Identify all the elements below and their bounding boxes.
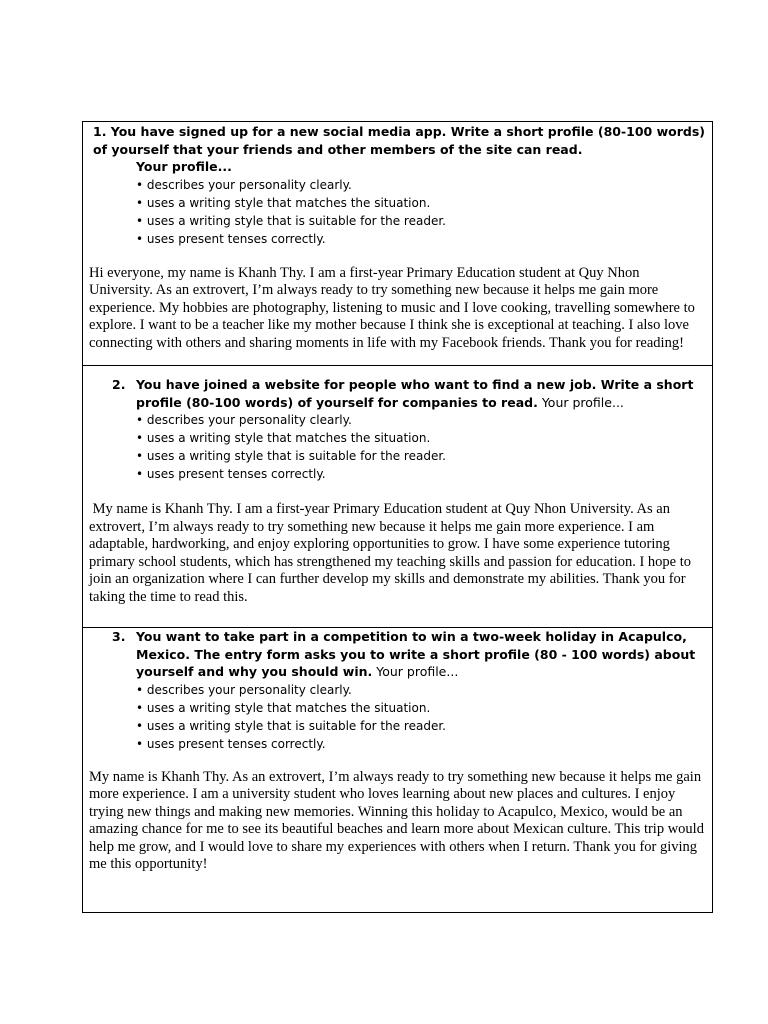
task-1-prompt-text: 1. You have signed up for a new social media app. Write a short profile (80-100 words) of yourself that your friends and other members of the site can read. xyxy=(93,124,705,157)
task-1-profile-label: Your profile... xyxy=(136,159,232,174)
task-cell-2 xyxy=(83,366,712,628)
task-1-prompt xyxy=(89,122,706,158)
criteria-item: • uses a writing style that is suitable for the reader. xyxy=(136,718,446,733)
criteria-item: • uses present tenses correctly. xyxy=(136,467,326,481)
task-2-prompt xyxy=(112,366,706,411)
criteria-item: • describes your personality clearly. xyxy=(136,413,352,427)
task-3-answer: My name is Khanh Thy. As an extrovert, I’m always ready to try something new because it helps me gain more experience. I am a university student who loves learning about new places and cultures. I enjoy trying new things and making new memories. Winning this holiday to Acapulco, Mexico, would be an amazing chance for me to see its beautiful beaches and learn more about Mexican culture. This trip would help me grow, and I would love to share my experiences with others when I return. Thank you for giving me this opportunity! xyxy=(89,768,704,872)
task-2-criteria-list xyxy=(89,411,706,483)
criteria-item: • uses a writing style that matches the situation. xyxy=(136,431,431,445)
criteria-item: • uses a writing style that is suitable for the reader. xyxy=(136,449,446,463)
task-cell-3 xyxy=(83,628,712,912)
criteria-item: • uses a writing style that is suitable for the reader. xyxy=(136,213,446,228)
criteria-item: • uses a writing style that matches the situation. xyxy=(136,700,431,715)
task-2-profile-label: Your profile... xyxy=(541,394,624,410)
criteria-item: • uses present tenses correctly. xyxy=(136,231,326,246)
task-1-criteria-list xyxy=(89,176,706,248)
task-3-criteria-list xyxy=(89,681,706,753)
task-3-number: 3. xyxy=(112,629,126,644)
task-cell-1 xyxy=(83,122,712,366)
criteria-item: • uses a writing style that matches the situation. xyxy=(136,195,431,210)
task-2-number: 2. xyxy=(112,377,126,392)
task-3-prompt xyxy=(112,628,706,681)
criteria-item: • describes your personality clearly. xyxy=(136,177,352,192)
task-1-answer: Hi everyone, my name is Khanh Thy. I am a first-year Primary Education student at Quy Nhon University. As an extrovert, I’m always ready to try something new because it helps me gain more experience. My hobbies are photography, listening to music and I love cooking, travelling somewhere to explore. I want to be a teacher like my mother because I think she is exceptional at teaching. I also love connecting with others and sharing moments in life with my Facebook friends. Thank you for reading! xyxy=(89,264,695,351)
criteria-item: • uses present tenses correctly. xyxy=(136,736,326,751)
writing-tasks-table xyxy=(82,121,713,913)
task-2-prompt-text: You have joined a website for people who want to find a new job. Write a short profile (80-100 words) of yourself for companies to read. xyxy=(136,377,694,410)
task-3-profile-label: Your profile... xyxy=(376,664,459,679)
task-3-prompt-text: You want to take part in a competition to win a two-week holiday in Acapulco, Mexico. The entry form asks you to write a short profile (80 - 100 words) about yourself and why you should win. xyxy=(136,629,696,679)
criteria-item: • describes your personality clearly. xyxy=(136,682,352,697)
task-2-answer: My name is Khanh Thy. I am a first-year Primary Education student at Quy Nhon University. As an extrovert, I’m always ready to try something new because it helps me gain more experience. I am adaptable, hardworking, and enjoy exploring opportunities to grow. I have some experience tutoring primary school students, which has strengthened my teaching skills and passion for education. I hope to join an organization where I can further develop my skills and demonstrate my abilities. Thank you for taking the time to read this. xyxy=(89,501,692,605)
